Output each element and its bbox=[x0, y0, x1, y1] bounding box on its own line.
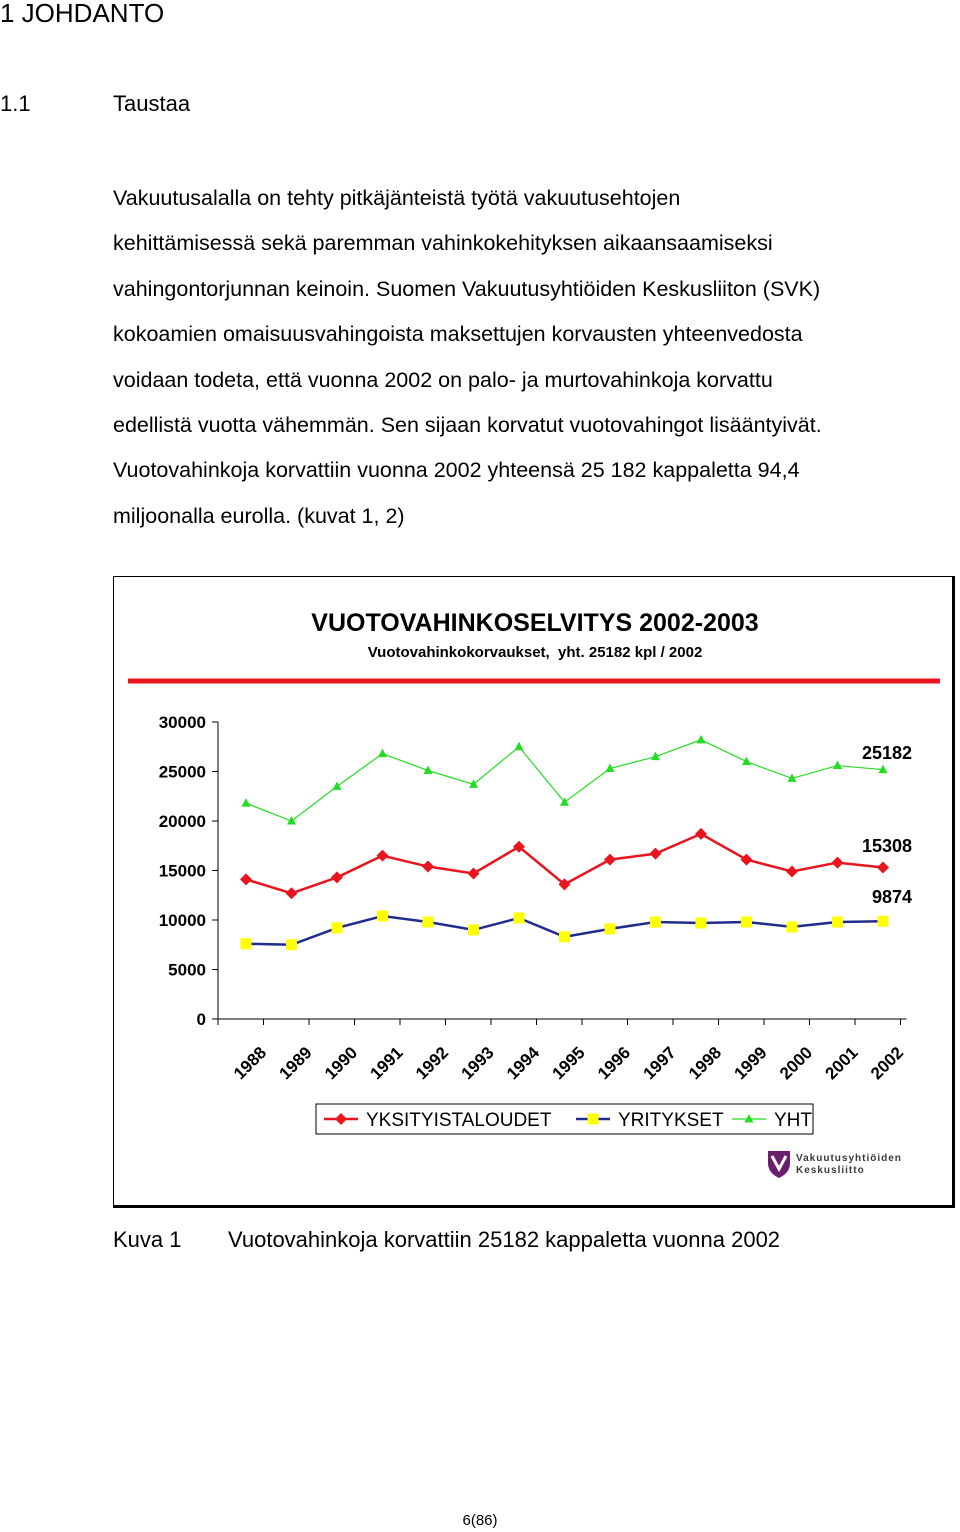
x-tick-label: 1990 bbox=[321, 1043, 362, 1084]
data-point bbox=[695, 828, 707, 840]
data-point bbox=[833, 761, 842, 770]
data-point bbox=[286, 939, 297, 950]
series-yritykset bbox=[241, 911, 889, 951]
x-tick-label: 1995 bbox=[548, 1043, 589, 1084]
data-point bbox=[605, 923, 616, 934]
line-chart bbox=[114, 577, 952, 1205]
x-tick-label: 1993 bbox=[457, 1043, 498, 1084]
data-point bbox=[650, 916, 661, 927]
heading-2-text: Taustaa bbox=[113, 91, 191, 116]
paragraph-line: vahingontorjunnan keinoin. Suomen Vakuutusyhtiöiden Keskusliiton (SVK) bbox=[113, 276, 821, 301]
logo-text-line2: Keskusliitto bbox=[796, 1165, 865, 1176]
x-tick-label: 2002 bbox=[867, 1043, 908, 1084]
data-point bbox=[378, 749, 387, 758]
logo-text-line1: Vakuutusyhtiöiden bbox=[796, 1153, 902, 1164]
y-tick-label: 15000 bbox=[158, 861, 206, 881]
svk-logo bbox=[766, 1149, 926, 1183]
data-point bbox=[650, 848, 662, 860]
heading-2 bbox=[0, 88, 400, 120]
legend-label: YRITYKSET bbox=[618, 1110, 724, 1131]
legend-marker bbox=[588, 1114, 599, 1125]
data-point bbox=[877, 861, 889, 873]
x-tick-label: 1999 bbox=[730, 1043, 771, 1084]
x-tick-label: 2000 bbox=[776, 1043, 817, 1084]
chart-title: VUOTOVAHINKOSELVITYS 2002-2003 bbox=[311, 609, 759, 637]
data-point bbox=[332, 922, 343, 933]
data-point bbox=[423, 916, 434, 927]
chart-series bbox=[240, 735, 889, 950]
y-tick-label: 20000 bbox=[158, 812, 206, 831]
chart-legend bbox=[316, 1104, 813, 1134]
chart-axes bbox=[159, 713, 907, 1083]
paragraph-line: Vuotovahinkoja korvattiin vuonna 2002 yhteensä 25 182 kappaletta 94,4 bbox=[113, 458, 800, 483]
data-point bbox=[377, 850, 389, 862]
y-tick-label: 5000 bbox=[168, 960, 206, 980]
figure-caption bbox=[0, 1224, 960, 1256]
shield-logo-icon bbox=[766, 1149, 792, 1179]
x-tick-label: 1992 bbox=[412, 1043, 453, 1084]
data-point bbox=[242, 798, 251, 807]
x-tick-label: 1996 bbox=[594, 1043, 635, 1084]
chart-figure bbox=[113, 576, 955, 1208]
data-point bbox=[468, 867, 480, 879]
paragraph-line: voidaan todeta, että vuonna 2002 on palo- ja murtovahinkoja korvattu bbox=[113, 367, 773, 392]
data-point bbox=[515, 742, 524, 751]
x-tick-label: 1991 bbox=[366, 1043, 407, 1084]
data-point bbox=[241, 938, 252, 949]
x-tick-label: 1988 bbox=[230, 1043, 271, 1084]
data-point bbox=[333, 781, 342, 790]
data-point bbox=[514, 913, 525, 924]
paragraph-line: kokoamien omaisuusvahingoista maksettujen korvausten yhteenvedosta bbox=[113, 322, 803, 347]
data-point bbox=[331, 871, 343, 883]
x-tick-label: 1998 bbox=[685, 1043, 726, 1084]
series-line bbox=[246, 740, 883, 821]
data-point bbox=[832, 857, 844, 869]
data-point bbox=[741, 916, 752, 927]
caption-text: Vuotovahinkoja korvattiin 25182 kappaletta vuonna 2002 bbox=[228, 1227, 781, 1252]
x-tick-label: 2001 bbox=[821, 1043, 862, 1084]
paragraph-line: miljoonalla eurolla. (kuvat 1, 2) bbox=[113, 503, 405, 528]
page-number: 6(86) bbox=[462, 1512, 498, 1529]
paragraph-line: edellistä vuotta vähemmän. Sen sijaan korvatut vuotovahingot lisääntyivät. bbox=[113, 413, 822, 438]
x-tick-label: 1994 bbox=[503, 1043, 544, 1084]
x-tick-label: 1989 bbox=[275, 1043, 316, 1084]
caption-label: Kuva 1 bbox=[113, 1227, 182, 1252]
series-yht bbox=[242, 735, 888, 825]
data-point bbox=[604, 854, 616, 866]
data-point bbox=[377, 911, 388, 922]
data-point bbox=[240, 873, 252, 885]
data-point bbox=[787, 921, 798, 932]
data-point bbox=[786, 865, 798, 877]
data-point bbox=[696, 917, 707, 928]
series-yksityistaloudet bbox=[240, 828, 889, 899]
data-point bbox=[422, 861, 434, 873]
data-point bbox=[468, 924, 479, 935]
paragraph-line: kehittämisessä sekä paremman vahinkokehityksen aikaansaamiseksi bbox=[113, 231, 773, 256]
chart-subtitle: Vuotovahinkokorvaukset, yht. 25182 kpl / 2002 bbox=[367, 644, 703, 661]
heading-1: 1 JOHDANTO bbox=[0, 0, 165, 28]
data-point bbox=[878, 916, 889, 927]
data-point bbox=[832, 916, 843, 927]
legend-label: YKSITYISTALOUDET bbox=[366, 1110, 552, 1131]
legend-label: YHT bbox=[774, 1110, 812, 1131]
y-tick-label: 0 bbox=[196, 1010, 206, 1029]
y-tick-label: 10000 bbox=[158, 911, 206, 930]
paragraph-line: Vakuutusalalla on tehty pitkäjänteistä työtä vakuutusehtojen bbox=[113, 186, 681, 210]
x-tick-label: 1997 bbox=[639, 1043, 680, 1084]
data-label: 15308 bbox=[861, 836, 912, 856]
chart-annotations bbox=[862, 743, 912, 907]
data-point bbox=[559, 931, 570, 942]
y-tick-label: 30000 bbox=[158, 713, 206, 732]
heading-2-number: 1.1 bbox=[0, 91, 31, 116]
y-tick-label: 25000 bbox=[158, 762, 206, 782]
data-point bbox=[697, 735, 706, 744]
data-label: 25182 bbox=[861, 743, 912, 763]
data-point bbox=[741, 854, 753, 866]
intro-paragraph bbox=[113, 176, 943, 539]
data-point bbox=[286, 887, 298, 899]
data-point bbox=[742, 757, 751, 766]
data-label: 9874 bbox=[871, 887, 912, 907]
